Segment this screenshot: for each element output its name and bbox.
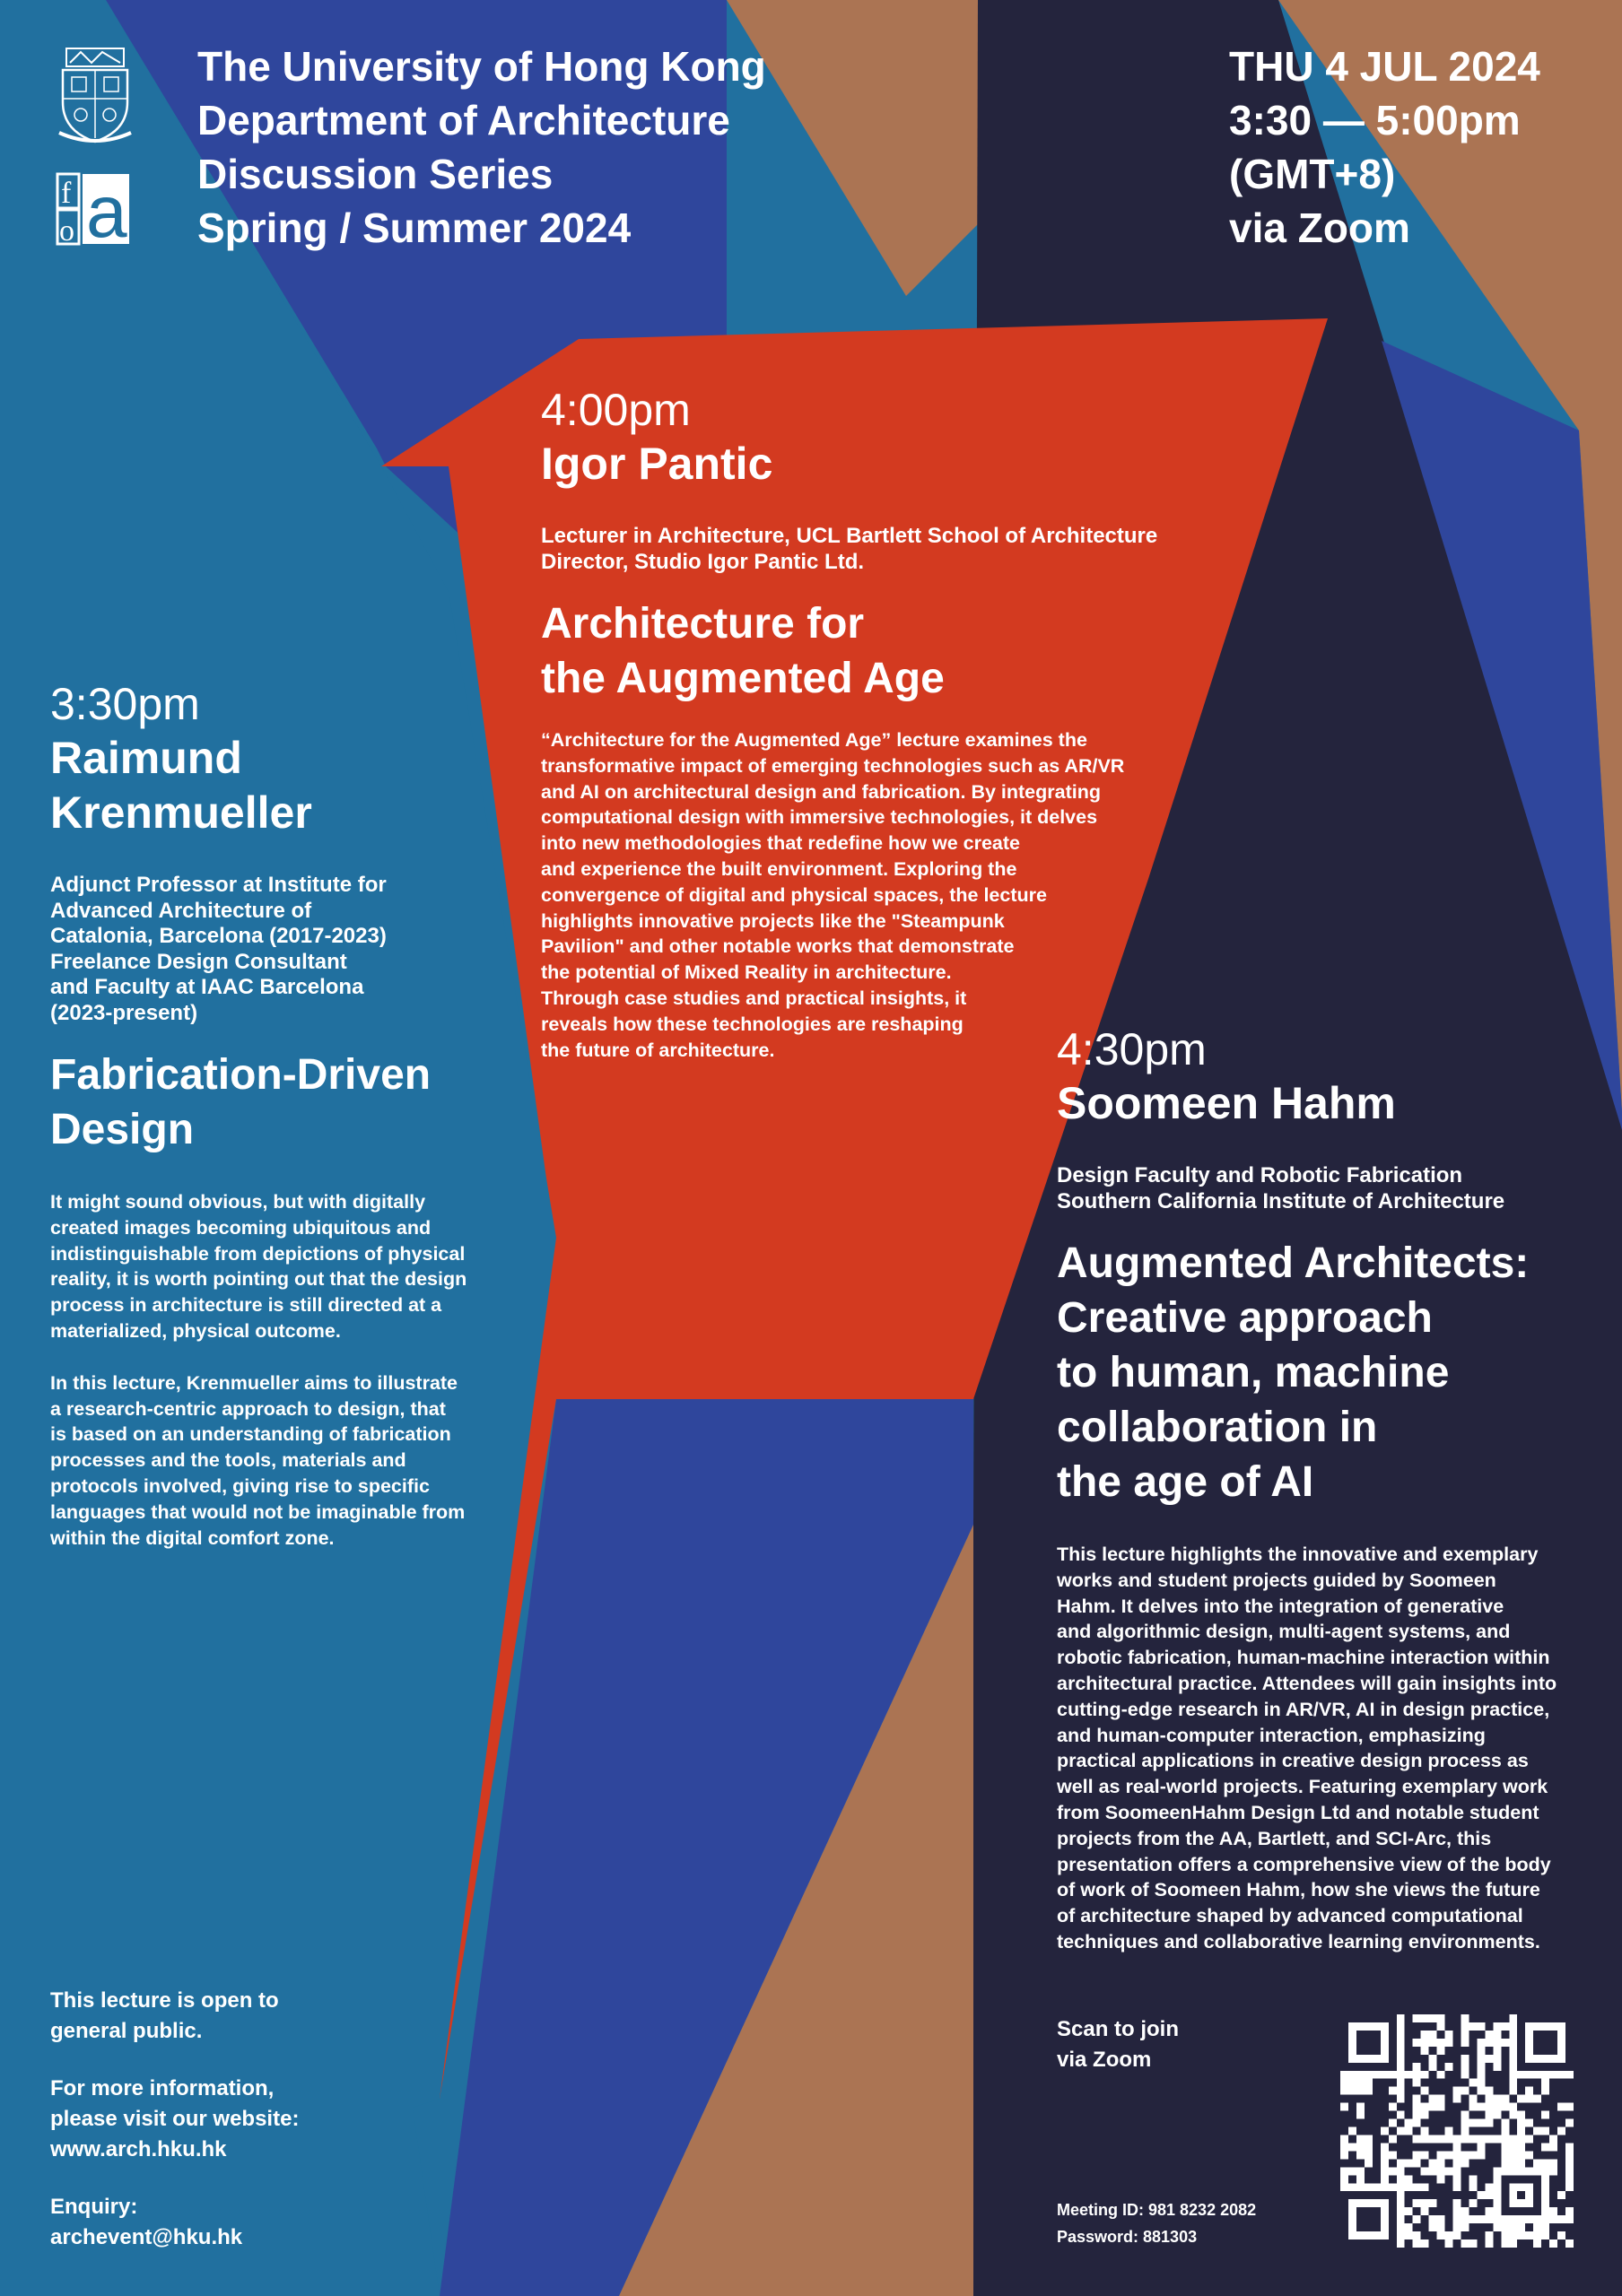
meeting-id: Meeting ID: 981 8232 2082 [1057,2201,1257,2219]
abstract-line: and experience the built environment. Exploring the [541,857,1017,880]
abstract-line: languages that would not be imaginable from [50,1500,466,1523]
abstract-line: techniques and collaborative learning environments. [1057,1930,1540,1952]
abstract-line: within the digital comfort zone. [50,1526,335,1549]
abstract-line: It might sound obvious, but with digitally [50,1191,426,1213]
enquiry-label: Enquiry: [50,2195,138,2219]
abstract-line: reveals how these technologies are reshaping [541,1013,964,1035]
speaker-name: Soomeen Hahm [1057,1078,1396,1128]
abstract-line: cutting-edge research in AR/VR, AI in design practice, [1057,1698,1550,1720]
header-line: Department of Architecture [197,97,730,144]
abstract-line: and AI on architectural design and fabrication. By integrating [541,780,1101,803]
talk-title: Design [50,1106,195,1153]
meeting-password: Password: 881303 [1057,2228,1198,2246]
footer-info [50,1986,427,2253]
event-venue: via Zoom [1229,204,1410,251]
zoom-meeting-details [1057,2196,1326,2250]
event-datetime [1229,39,1606,255]
info-text: For more information, [50,2076,275,2100]
abstract-line: is based on an understanding of fabrication [50,1423,451,1446]
public-notice: This lecture is open to [50,1988,279,2013]
talk-title: Architecture for [541,600,865,648]
header-line: Spring / Summer 2024 [197,204,632,251]
speaker-pantic [541,383,1223,1063]
event-date: THU 4 JUL 2024 [1229,43,1540,90]
abstract-line: the future of architecture. [541,1039,775,1061]
header-line: Discussion Series [197,151,554,197]
abstract-line: of work of Soomeen Hahm, how she views the future [1057,1879,1540,1901]
abstract-line: Through case studies and practical insights, it [541,987,967,1009]
talk-title: the age of AI [1057,1458,1314,1506]
abstract-line: of architecture shaped by advanced computational [1057,1905,1523,1927]
speaker-time: 4:30pm [1057,1024,1207,1074]
speaker-affiliation: Catalonia, Barcelona (2017-2023) [50,924,387,948]
abstract-line: from SoomeenHahm Design Ltd and notable student [1057,1801,1539,1823]
svg-text:o: o [59,214,74,246]
abstract-line: presentation offers a comprehensive view of the body [1057,1853,1551,1875]
zoom-scan-text [1057,2014,1326,2075]
speaker-time: 4:00pm [541,385,691,435]
abstract-line: transformative impact of emerging technologies such as AR/VR [541,754,1125,777]
abstract-line: protocols involved, giving rise to specific [50,1474,430,1497]
speaker-affiliation: Southern California Institute of Architecture [1057,1188,1505,1213]
abstract-line: and human-computer interaction, emphasizing [1057,1724,1486,1746]
abstract-line: a research-centric approach to design, that [50,1397,446,1420]
talk-title: the Augmented Age [541,655,945,702]
abstract-line: indistinguishable from depictions of physical [50,1242,466,1265]
talk-title: collaboration in [1057,1404,1378,1451]
abstract-line: well as real-world projects. Featuring exemplary work [1057,1776,1548,1798]
abstract-line: architectural practice. Attendees will gain insights into [1057,1672,1557,1694]
abstract-line: convergence of digital and physical spaces, the lecture [541,883,1047,906]
qr-code-icon[interactable] [1340,2014,1574,2248]
speaker-affiliation: Adjunct Professor at Institute for [50,873,387,897]
abstract-line: highlights innovative projects like the "Steampunk [541,909,1005,932]
speaker-affiliation: Director, Studio Igor Pantic Ltd. [541,549,865,574]
header-line: The University of Hong Kong [197,43,766,90]
speaker-time: 3:30pm [50,679,200,729]
scan-line: Scan to join [1057,2017,1180,2041]
abstract-line: projects from the AA, Bartlett, and SCI-Arc, this [1057,1827,1492,1849]
public-notice: general public. [50,2019,203,2043]
abstract-line: reality, it is worth pointing out that the design [50,1268,467,1291]
abstract-line: practical applications in creative design process as [1057,1750,1529,1772]
speaker-affiliation: Lecturer in Architecture, UCL Bartlett School of Architecture [541,524,1158,548]
hku-crest-icon [54,45,136,145]
abstract-line: works and student projects guided by Soomeen [1057,1569,1496,1591]
speaker-affiliation: Design Faculty and Robotic Fabrication [1057,1163,1463,1187]
abstract-line: processes and the tools, materials and [50,1449,406,1472]
abstract-line: This lecture highlights the innovative and exemplary [1057,1544,1539,1565]
event-timezone: (GMT+8) [1229,151,1396,197]
abstract-line: Pavilion" and other notable works that demonstrate [541,935,1015,958]
speaker-hahm [1057,1022,1604,1955]
abstract-line: and algorithmic design, multi-agent systems, and [1057,1621,1511,1643]
speaker-name: Raimund [50,733,242,783]
svg-text:f: f [61,177,72,210]
abstract-line: computational design with immersive technologies, it delves [541,806,1098,829]
header-title [197,39,825,255]
abstract-line: “Architecture for the Augmented Age” lecture examines the [541,729,1087,751]
fa-logo-icon [56,172,131,246]
speaker-krenmueller [50,677,517,1551]
speaker-name: Igor Pantic [541,439,773,489]
website-link[interactable]: www.arch.hku.hk [50,2137,227,2161]
abstract-line: the potential of Mixed Reality in architecture. [541,961,952,984]
speaker-affiliation: (2023-present) [50,1000,198,1025]
event-time: 3:30 — 5:00pm [1229,97,1521,144]
svg-text:a: a [86,172,127,246]
speaker-affiliation: Freelance Design Consultant [50,949,347,974]
abstract-line: process in architecture is still directed at a [50,1294,442,1317]
scan-line: via Zoom [1057,2048,1152,2072]
abstract-line: into new methodologies that redefine how we create [541,832,1020,855]
speaker-affiliation: and Faculty at IAAC Barcelona [50,975,364,999]
speaker-affiliation: Advanced Architecture of [50,898,312,923]
speaker-name: Krenmueller [50,787,312,838]
abstract-line: created images becoming ubiquitous and [50,1216,432,1239]
abstract-line: In this lecture, Krenmueller aims to illustrate [50,1371,458,1394]
abstract-line: Hahm. It delves into the integration of generative [1057,1595,1504,1617]
talk-title: Fabrication-Driven [50,1051,432,1099]
enquiry-email-link[interactable]: archevent@hku.hk [50,2225,243,2249]
abstract-line: robotic fabrication, human-machine interaction within [1057,1647,1550,1669]
talk-title: Augmented Architects: [1057,1239,1530,1287]
info-text: please visit our website: [50,2107,300,2131]
talk-title: Creative approach [1057,1294,1433,1342]
talk-title: to human, machine [1057,1349,1450,1396]
abstract-line: materialized, physical outcome. [50,1319,341,1342]
